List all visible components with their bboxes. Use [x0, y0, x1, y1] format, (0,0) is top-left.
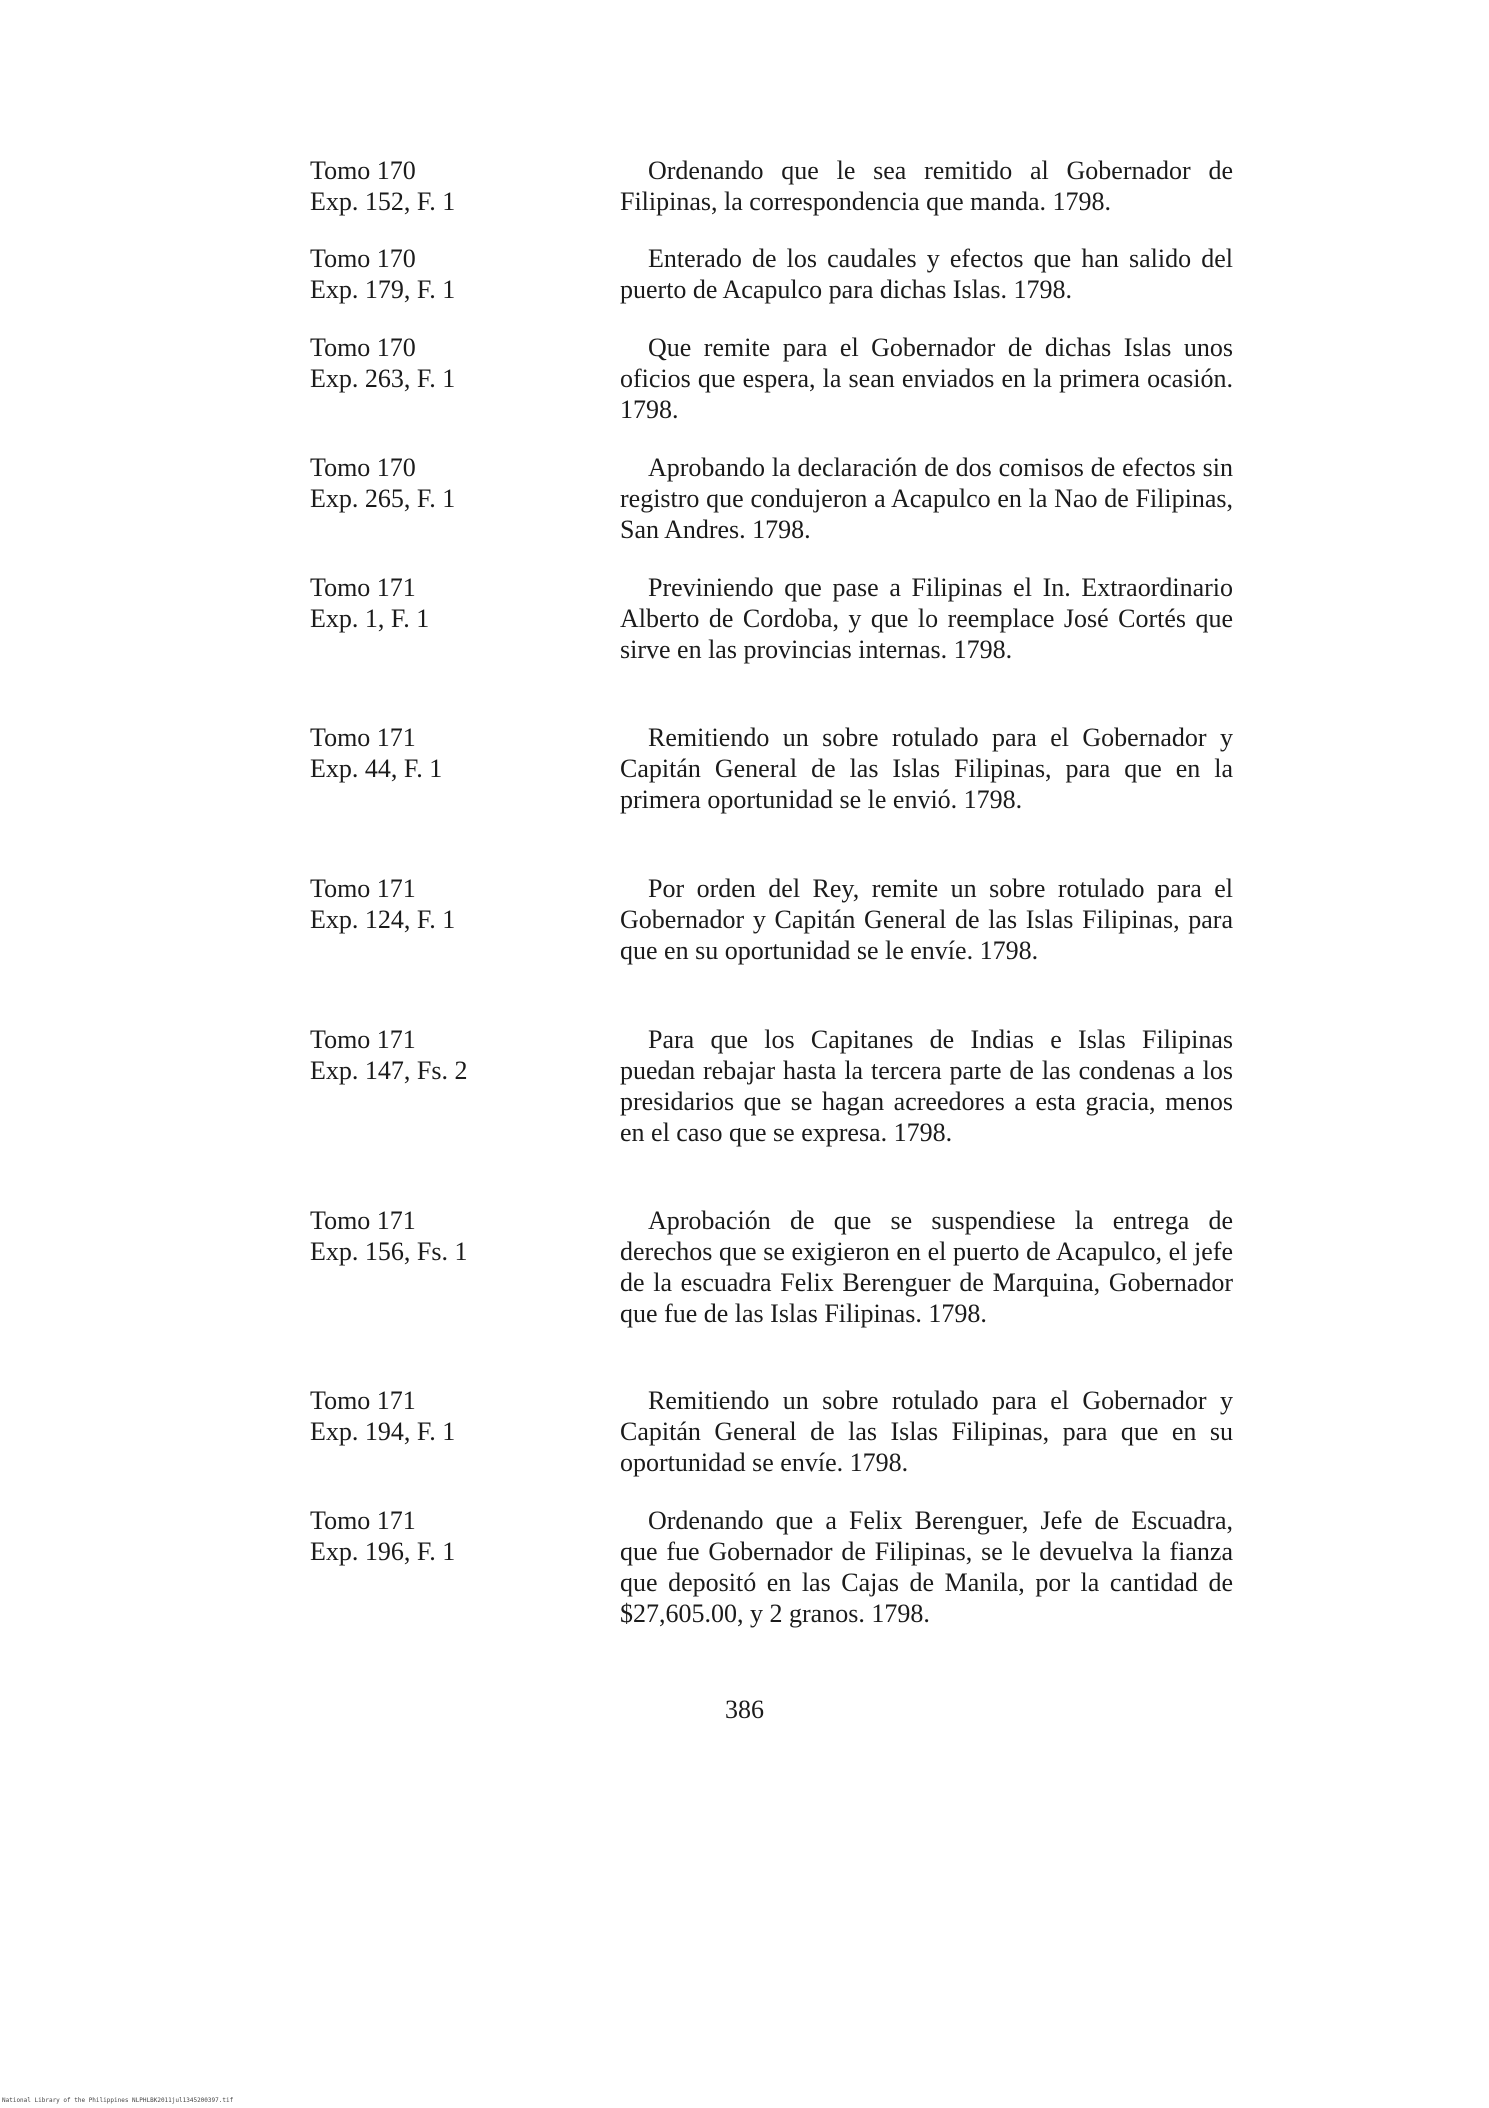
entry-description: Ordenando que le sea remitido al Gobernador de Filipinas, la correspondencia que manda. 1798.	[620, 156, 1233, 216]
scan-footer-text: National Library of the Philippines NLPHLBK2011jul1345200397.tif	[2, 2097, 234, 2104]
entry-description: Enterado de los caudales y efectos que han salido del puerto de Acapulco para dichas Islas. 1798.	[620, 244, 1233, 304]
entry-description: Para que los Capitanes de Indias e Islas Filipinas puedan rebajar hasta la tercera parte de las condenas a los presidarios que se hagan acreedores a esta gracia, menos en el caso que se expresa. 1798.	[620, 1025, 1233, 1147]
entry-description: Aprobación de que se suspendiese la entrega de derechos que se exigieron en el puerto de Acapulco, el jefe de la escuadra Felix Berenguer de Marquina, Gobernador que fue de las Islas Filipinas. 1798.	[620, 1206, 1233, 1328]
entry-description: Remitiendo un sobre rotulado para el Gobernador y Capitán General de las Islas Filipinas, para que en su oportunidad se envíe. 1798.	[620, 1386, 1233, 1477]
entry-description: Previniendo que pase a Filipinas el In. Extraordinario Alberto de Cordoba, y que lo reemplace José Cortés que sirve en las provincias internas. 1798.	[620, 573, 1233, 664]
entry-reference: Tomo 171 Exp. 44, F. 1	[310, 723, 443, 783]
entry-reference: Tomo 171 Exp. 194, F. 1	[310, 1386, 456, 1446]
entry-reference: Tomo 170 Exp. 265, F. 1	[310, 453, 456, 513]
entry-reference: Tomo 171 Exp. 1, F. 1	[310, 573, 430, 633]
entry-description: Aprobando la declaración de dos comisos de efectos sin registro que condujeron a Acapulco en la Nao de Filipinas, San Andres. 1798.	[620, 453, 1233, 544]
entry-reference: Tomo 171 Exp. 156, Fs. 1	[310, 1206, 468, 1266]
entry-reference: Tomo 171 Exp. 124, F. 1	[310, 874, 456, 934]
entry-reference: Tomo 170 Exp. 263, F. 1	[310, 333, 456, 393]
page-number: 386	[725, 1695, 764, 1724]
entry-reference: Tomo 170 Exp. 179, F. 1	[310, 244, 456, 304]
entry-reference: Tomo 171 Exp. 147, Fs. 2	[310, 1025, 468, 1085]
entry-description: Por orden del Rey, remite un sobre rotulado para el Gobernador y Capitán General de las Islas Filipinas, para que en su oportunidad se le envíe. 1798.	[620, 874, 1233, 965]
entry-description: Remitiendo un sobre rotulado para el Gobernador y Capitán General de las Islas Filipinas, para que en la primera oportunidad se le envió. 1798.	[620, 723, 1233, 814]
entry-reference: Tomo 171 Exp. 196, F. 1	[310, 1506, 456, 1566]
entry-reference: Tomo 170 Exp. 152, F. 1	[310, 156, 456, 216]
entry-description: Que remite para el Gobernador de dichas Islas unos oficios que espera, la sean enviados en la primera ocasión. 1798.	[620, 333, 1233, 424]
entry-description: Ordenando que a Felix Berenguer, Jefe de Escuadra, que fue Gobernador de Filipinas, se le devuelva la fianza que depositó en las Cajas de Manila, por la cantidad de $27,605.00, y 2 granos. 1798.	[620, 1506, 1233, 1628]
